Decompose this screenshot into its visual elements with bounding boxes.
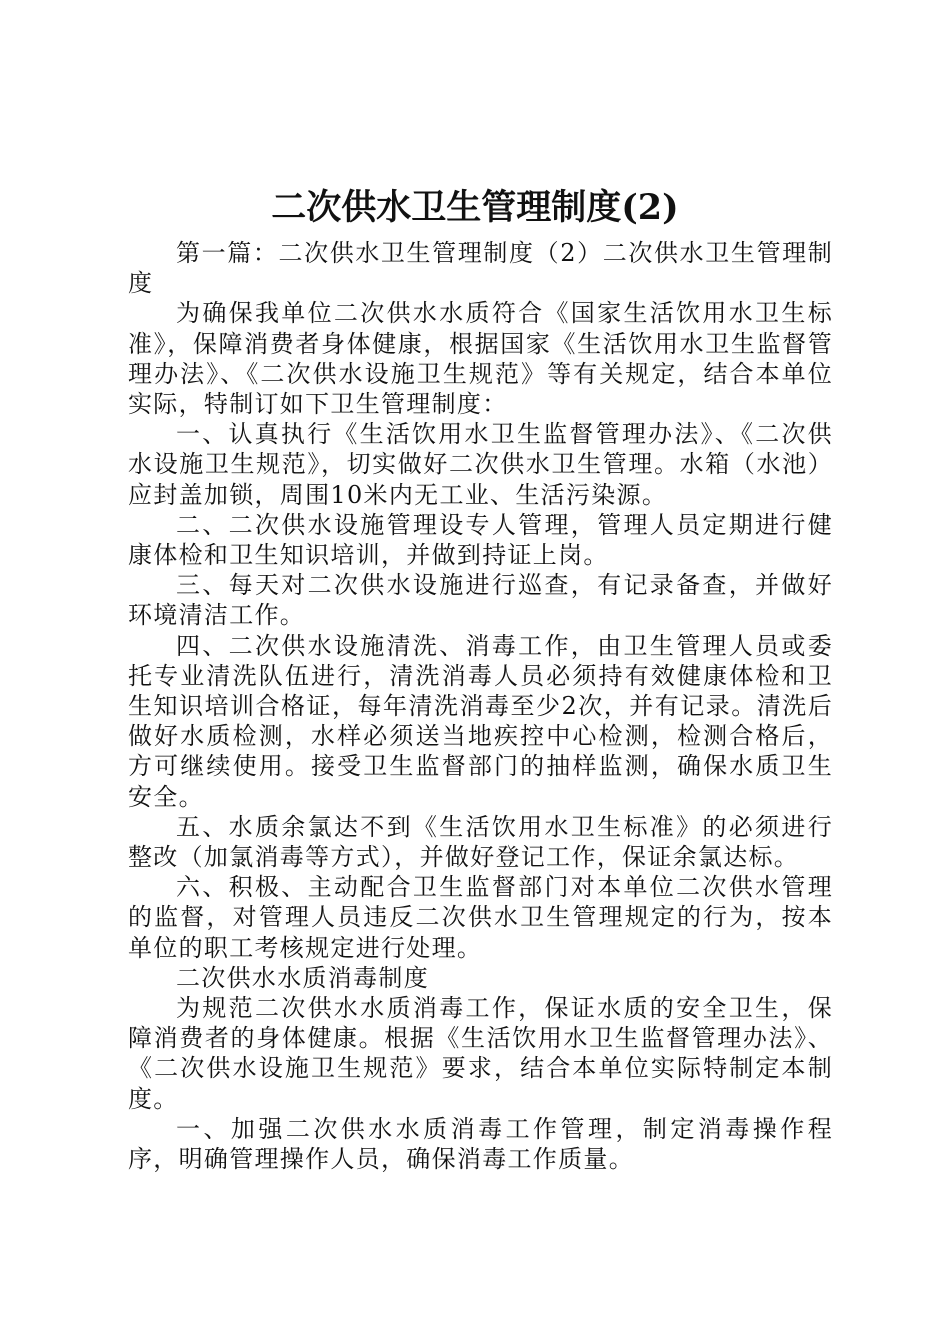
paragraph-rule-4: 四、二次供水设施清洗、消毒工作，由卫生管理人员或委托专业清洗队伍进行，清洗消毒人员必须持有效健康体检和卫生知识培训合格证，每年清洗消毒至少2次，并有记录。清洗后做好水质检测，水样必须送当地疾控中心检测，检测合格后，方可继续使用。接受卫生监督部门的抽样监测，确保水质卫生安全。: [128, 631, 833, 811]
paragraph-disinfection-purpose: 为规范二次供水水质消毒工作，保证水质的安全卫生，保障消费者的身体健康。根据《生活饮用水卫生监督管理办法》、《二次供水设施卫生规范》要求，结合本单位实际特制定本制度。: [128, 994, 833, 1113]
section-heading-disinfection: 二次供水水质消毒制度: [176, 963, 429, 992]
paragraph-intro: 第一篇：二次供水卫生管理制度（2）二次供水卫生管理制度: [128, 239, 833, 298]
paragraph-rule-6: 六、积极、主动配合卫生监督部门对本单位二次供水管理的监督，对管理人员违反二次供水卫生管理规定的行为，按本单位的职工考核规定进行处理。: [128, 873, 833, 962]
paragraph-rule-5: 五、水质余氯达不到《生活饮用水卫生标准》的必须进行整改（加氯消毒等方式），并做好登记工作，保证余氯达标。: [128, 812, 833, 872]
paragraph-purpose: 为确保我单位二次供水水质符合《国家生活饮用水卫生标准》，保障消费者身体健康，根据国家《生活饮用水卫生监督管理办法》、《二次供水设施卫生规范》等有关规定，结合本单位实际，特制订如下卫生管理制度：: [128, 299, 833, 419]
paragraph-rule-2: 二、二次供水设施管理设专人管理，管理人员定期进行健康体检和卫生知识培训，并做到持证上岗。: [128, 510, 833, 570]
document-title: 二次供水卫生管理制度(2): [271, 187, 679, 228]
paragraph-rule-3: 三、每天对二次供水设施进行巡查，有记录备查，并做好环境清洁工作。: [128, 571, 833, 630]
paragraph-rule-1: 一、认真执行《生活饮用水卫生监督管理办法》、《二次供水设施卫生规范》，切实做好二次供水卫生管理。水箱（水池）应封盖加锁，周围10米内无工业、生活污染源。: [128, 420, 833, 509]
document-body: [128, 238, 833, 1174]
paragraph-disinfection-rule-1: 一、加强二次供水水质消毒工作管理，制定消毒操作程序，明确管理操作人员，确保消毒工作质量。: [128, 1114, 833, 1174]
